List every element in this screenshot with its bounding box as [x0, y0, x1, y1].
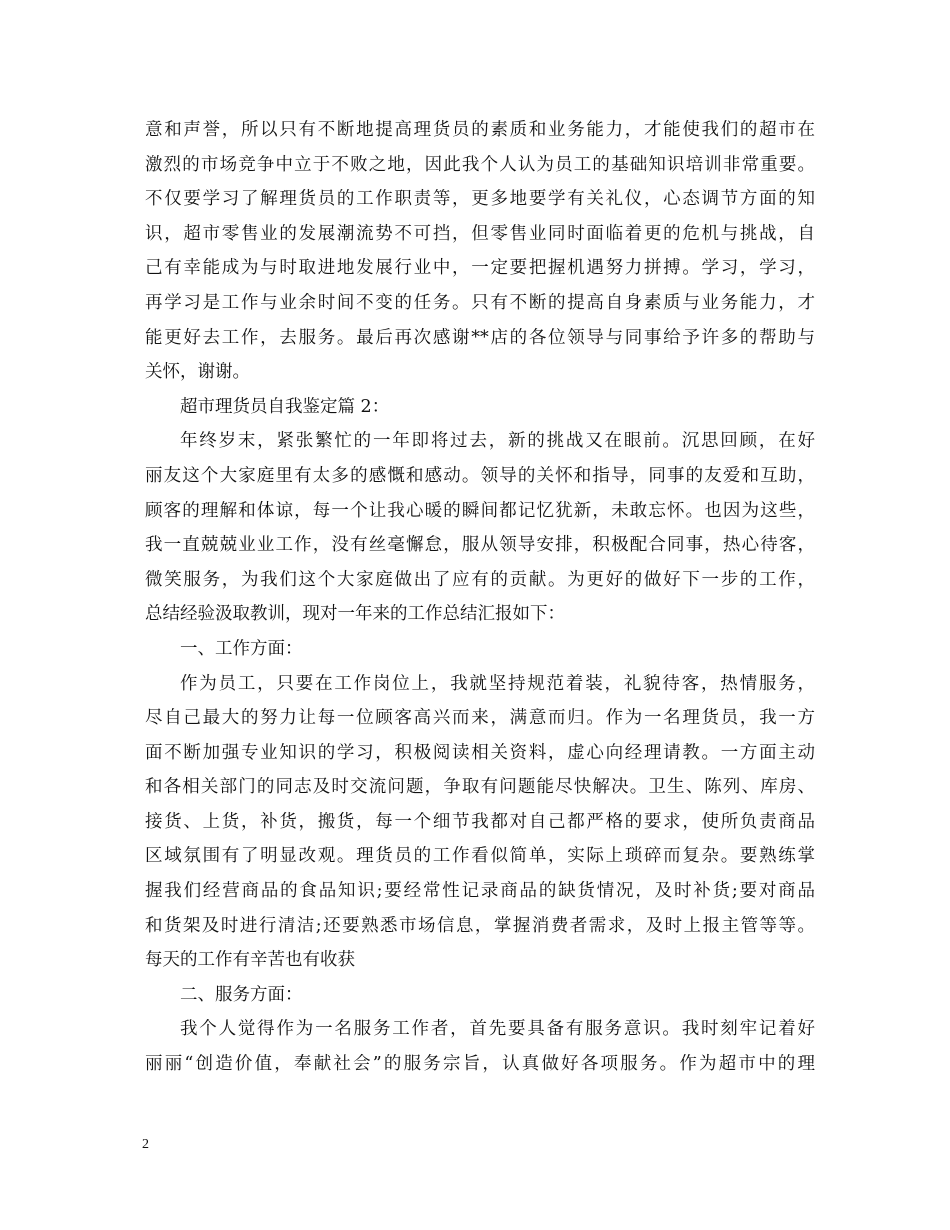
page-number: 2: [142, 1137, 149, 1152]
text-line: 尽自己最大的努力让每一位顾客高兴而来，满意而归。作为一名理货员，我一方: [145, 708, 815, 729]
text-line: 微笑服务，为我们这个大家庭做出了应有的贡献。为更好的做好下一步的工作，: [145, 569, 815, 590]
text-line: 区域氛围有了明显改观。理货员的工作看似简单，实际上琐碎而复杂。要熟练掌: [145, 846, 815, 867]
text-line: 能更好去工作，去服务。最后再次感谢**店的各位领导与同事给予许多的帮助与: [145, 327, 815, 348]
text-line: 和货架及时进行清洁;还要熟悉市场信息，掌握消费者需求，及时上报主管等等。: [145, 915, 815, 936]
text-line: 不仅要学习了解理货员的工作职责等，更多地要学有关礼仪，心态调节方面的知: [145, 189, 815, 210]
text-line: 关怀，谢谢。: [145, 362, 250, 383]
text-line: 己有幸能成为与时取进地发展行业中，一定要把握机遇努力拼搏。学习，学习，: [145, 258, 815, 279]
text-line: 握我们经营商品的食品知识;要经常性记录商品的缺货情况，及时补货;要对商品: [145, 881, 815, 902]
text-line: 每天的工作有辛苦也有收获: [145, 950, 355, 971]
section-heading: 一、工作方面：: [180, 638, 303, 659]
text-line: 识，超市零售业的发展潮流势不可挡，但零售业同时面临着更的危机与挑战，自: [145, 223, 815, 244]
paragraph-first-line: 年终岁末，紧张繁忙的一年即将过去，新的挑战又在眼前。沉思回顾，在好: [180, 431, 815, 452]
text-line: 再学习是工作与业余时间不变的任务。只有不断的提高自身素质与业务能力，才: [145, 292, 815, 313]
text-line: 我一直兢兢业业工作，没有丝毫懈怠，服从领导安排，积极配合同事，热心待客，: [145, 535, 815, 556]
text-line: 面不断加强专业知识的学习，积极阅读相关资料，虚心向经理请教。一方面主动: [145, 742, 815, 763]
text-line: 和各相关部门的同志及时交流问题，争取有问题能尽快解决。卫生、陈列、库房、: [145, 777, 815, 798]
section-heading: 超市理货员自我鉴定篇 2：: [180, 396, 390, 417]
text-line: 接货、上货，补货，搬货，每一个细节我都对自己都严格的要求，使所负责商品: [145, 811, 815, 832]
text-line: 顾客的理解和体谅，每一个让我心暖的瞬间都记忆犹新，未敢忘怀。也因为这些，: [145, 500, 815, 521]
paragraph-first-line: 我个人觉得作为一名服务工作者，首先要具备有服务意识。我时刻牢记着好: [180, 1019, 815, 1040]
text-line: 丽丽“创造价值，奉献社会”的服务宗旨，认真做好各项服务。作为超市中的理: [145, 1054, 815, 1075]
text-line: 总结经验汲取教训，现对一年来的工作总结汇报如下：: [145, 604, 565, 625]
paragraph-first-line: 作为员工，只要在工作岗位上，我就坚持规范着装，礼貌待客，热情服务，: [180, 673, 815, 694]
text-line: 丽友这个大家庭里有太多的感慨和感动。领导的关怀和指导，同事的友爱和互助，: [145, 465, 815, 486]
text-line: 意和声誉，所以只有不断地提高理货员的素质和业务能力，才能使我们的超市在: [145, 120, 815, 140]
text-line: 激烈的市场竞争中立于不败之地，因此我个人认为员工的基础知识培训非常重要。: [145, 154, 815, 175]
document-body: [145, 113, 815, 1082]
section-heading: 二、服务方面：: [180, 984, 303, 1005]
